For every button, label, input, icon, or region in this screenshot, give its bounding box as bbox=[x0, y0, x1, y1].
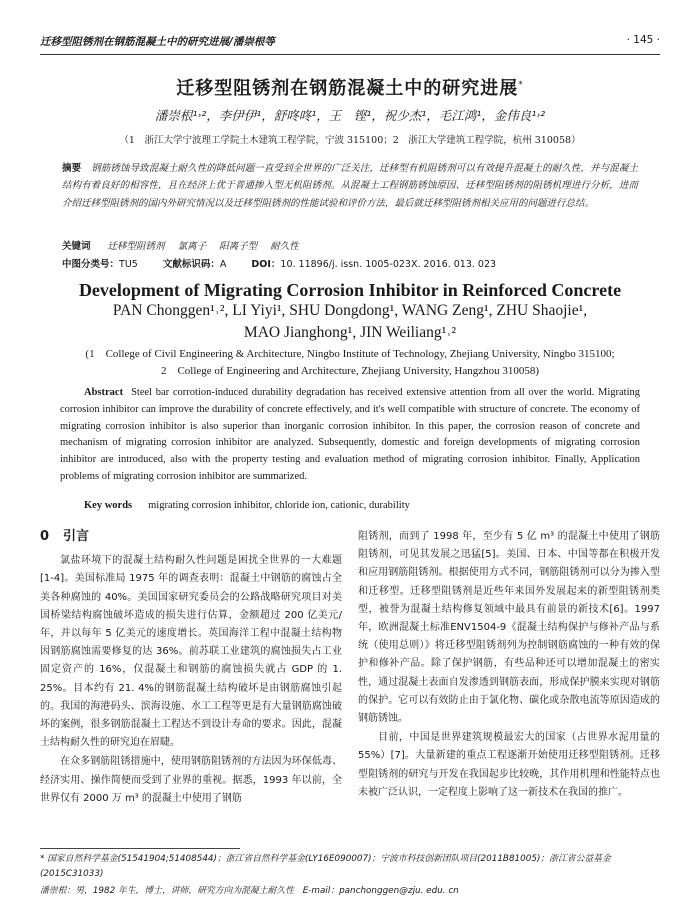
doccode-label: 文献标识码： bbox=[162, 259, 220, 270]
en-abstract-label: Abstract bbox=[84, 387, 124, 398]
en-authors-line: PAN Chonggen¹˒², LI Yiyi¹, SHU Dongdong¹, WANG Zeng¹, ZHU Shaojie¹, bbox=[112, 302, 588, 319]
cn-title-mark: * bbox=[518, 80, 524, 90]
doi-label: DOI： bbox=[251, 259, 281, 270]
footnote-author: 潘崇根：男，1982 年生，博士，讲师，研究方向为混凝土耐久性 E-mail：panchonggen@zju. edu. cn bbox=[40, 886, 459, 896]
cn-affiliation: （1 浙江大学宁波理工学院土木建筑工程学院，宁波 315100；2 浙江大学建筑工程学院，杭州 310058） bbox=[119, 135, 581, 146]
cn-keywords bbox=[62, 238, 638, 252]
en-authors-line: MAO Jianghong¹, JIN Weiliang¹˒² bbox=[243, 324, 457, 341]
cn-keyword: 阳离子型 bbox=[219, 241, 258, 252]
body-paragraph: 在众多钢筋阻锈措施中，使用钢筋阻锈剂的方法因为环保低毒、经济实用、操作简便而受到了业界的重视。据悉，1993 年以前，全世界仅有 2000 万 m³ 的混凝土中使用了钢筋 bbox=[40, 756, 342, 804]
en-keywords-label: Key words bbox=[84, 500, 133, 511]
cn-title bbox=[0, 74, 700, 100]
en-keywords bbox=[60, 500, 640, 511]
cn-abstract-label: 摘要 bbox=[62, 163, 82, 174]
en-keywords-text: migrating corrosion inhibitor, chloride ion, cationic, durability bbox=[148, 500, 410, 511]
en-affil-line: (1 College of Civil Engineering & Architecture, Ningbo Institute of Technology, Zhejiang University, Ningbo 315100; bbox=[85, 348, 615, 360]
en-abstract-text: Steel bar corrotion-induced durability degradation has received extensive attention from all over the world. Migrating corrosion inhibitor can improve the durability of concrete effectively, and it's well compatible with structure of concrete. The economy of migrating corrosion inhibitor is also superior than inorganic corrosion inhibitor. In this paper, the corrosion reason of concrete and mechanism of migrating corrosion inhibitor are analyzed. Subsequently, domestic and foreign developments of migrating corrosion inhibitor are introduced, also with the property testing and evaluation method of migrating corrosion inhibitor. Finally, Application problems of migrating corrosion inhibitor are summarized. bbox=[60, 387, 640, 482]
cn-abstract-text: 钢筋锈蚀导致混凝土耐久性的降低问题一直受到全世界的广泛关注，迁移型有机阻锈剂可以有效提升混凝土的耐久性，并与混凝土结构有着良好的相容性，且在经济上优于普通掺入型无机阻锈剂。从混凝土工程钢筋锈蚀原因、迁移型阻锈剂的阻锈机理进行分析，进而介绍迁移型阻锈剂的国内外研究情况以及迁移型阻锈剂的性能试验和评价方法，最后就迁移型阻锈剂相关应用的问题进行总结。 bbox=[62, 163, 638, 209]
footnote-rule bbox=[40, 848, 240, 849]
class-value: TU5 bbox=[119, 259, 138, 270]
cn-keyword: 耐久性 bbox=[270, 241, 299, 252]
en-abstract bbox=[60, 385, 640, 486]
class-label: 中图分类号： bbox=[62, 259, 120, 270]
cn-authors: 潘崇根¹˒²，李伊伊¹，舒咚咚¹，王 铿¹，祝少杰¹，毛江鸿¹，金伟良¹˒² bbox=[154, 108, 546, 123]
doi-value: 10. 11896/j. issn. 1005-023X. 2016. 013. 023 bbox=[280, 259, 497, 270]
cn-keyword: 氯离子 bbox=[177, 241, 207, 252]
en-title: Development of Migrating Corrosion Inhibitor in Reinforced Concrete bbox=[78, 280, 622, 300]
body-paragraph: 氯盐环境下的混凝土结构耐久性问题是困扰全世界的一大难题[1-4]。美国标准局 1975 年的调查表明：混凝土中钢筋的腐蚀占全美各种腐蚀的 40%。美国国家研究委员会的公路战略研究项目对美国桥梁结构腐蚀破坏造成的损失进行估算，金额超过 200 亿美元/年，并以每年 5 亿美元的速度增长。英国海洋工程中混凝土结构物因钢筋腐蚀需要修复的达 36%。前苏联工业建筑的腐蚀损失占工业固定资产的 16%，仅混凝土和钢筋的腐蚀损失就占 GDP 的 1. 25%。目本约有 21. 4%的钢筋混凝土结构破坏是由钢筋腐蚀引起的。我国的海港码头、滨海设施、水工工程等更是有大量钢筋腐蚀破坏的案例，很多钢筋混凝土工程达不到设计寿命的要求。因此，混凝土结构耐久性的研究迫在眉睫。 bbox=[40, 555, 342, 749]
section-number: 0 bbox=[40, 529, 50, 544]
footnotes bbox=[40, 852, 660, 899]
cn-title-text: 迁移型阻锈剂在钢筋混凝土中的研究进展 bbox=[176, 78, 519, 99]
en-affil-line: 2 College of Engineering and Architecture, Zhejiang University, Hangzhou 310058) bbox=[160, 365, 540, 377]
en-affiliation bbox=[40, 346, 660, 380]
en-authors bbox=[40, 300, 660, 344]
cn-keywords-label: 关键词 bbox=[62, 241, 91, 252]
cn-classification bbox=[62, 256, 638, 270]
body-paragraph-continued: 阻锈剂，而到了 1998 年，至少有 5 亿 m³ 的混凝土中使用了钢筋阻锈剂，可见其发展之迅猛[5]。美国、日本、中国等都在积极开发和应用钢筋阻锈剂。根据使用方式不同，钢筋阻锈剂可以分为掺入型和迁移型。迁移型阻锈剂是近些年来国外发展起来的新型阻锈剂类型，被誉为混凝土结构修复领域中最具有前景的新技术[6]。1997 年，欧洲混凝土标准ENV1504-9《混凝土结构保护与修补产品与系统（使用总则）》将迁移型阻锈剂列为控制钢筋腐蚀的一种有效的保护和修补产品。除了保护钢筋，有些品种还可以增加混凝土的密实性，通过混凝土表面自发渗透到钢筋表面，形成保护膜来实现对钢筋的保护。它可以有效防止由于氯化物、碳化或杂散电流等原因造成的钢筋锈蚀。 bbox=[358, 531, 660, 725]
body-paragraph: 目前，中国是世界建筑规模最宏大的国家（占世界水泥用量的 55%）[7]。大量新建的重点工程逐渐开始使用迁移型阻锈剂。迁移型阻锈剂的研究与开发在我国起步比较晚，其作用机理和性能特点也未被广泛认识，一定程度上影响了这一新技术在我国的推广。 bbox=[358, 732, 660, 798]
footnote-fund: * 国家自然科学基金(51541904;51408544)；浙江省自然科学基金(LY16E090007)；宁波市科技创新团队项目(2011B81005)；浙江省公益基金(2015C31033) bbox=[40, 854, 611, 879]
body-column-left bbox=[40, 528, 342, 809]
body-column-right bbox=[358, 528, 660, 803]
running-header bbox=[40, 34, 660, 50]
page-number: · 145 · bbox=[626, 34, 660, 46]
doccode-value: A bbox=[219, 259, 227, 270]
cn-keyword: 迁移型阻锈剂 bbox=[107, 241, 165, 252]
cn-abstract bbox=[62, 160, 638, 212]
section-heading bbox=[40, 528, 342, 546]
header-rule bbox=[40, 54, 660, 55]
section-title: 引言 bbox=[63, 529, 90, 544]
running-title: 迁移型阻锈剂在钢筋混凝土中的研究进展/潘崇根等 bbox=[40, 36, 275, 48]
